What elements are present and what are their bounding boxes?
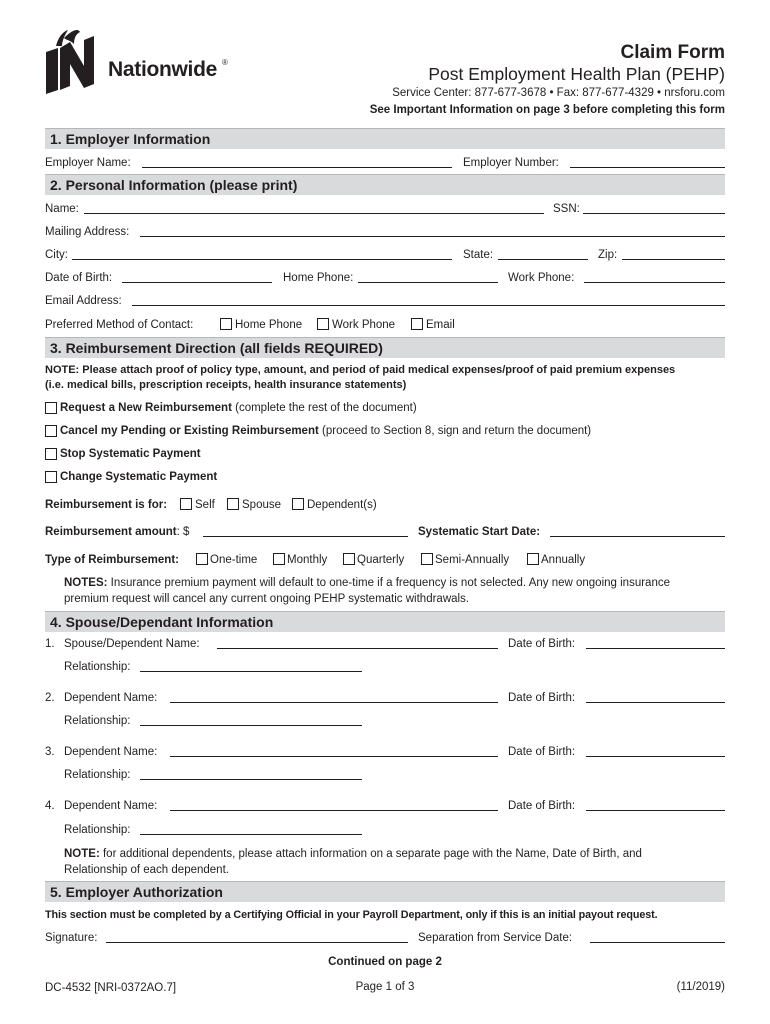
ssn-field[interactable]: [583, 213, 725, 214]
one-time-checkbox[interactable]: [196, 553, 208, 565]
reimbursement-for-label: Reimbursement is for:: [45, 499, 168, 511]
self-checkbox[interactable]: [180, 498, 192, 510]
self-option: Self: [195, 499, 215, 511]
employer-number-label: Employer Number:: [463, 157, 559, 169]
cancel-reimbursement-checkbox[interactable]: [45, 425, 57, 437]
employer-number-field[interactable]: [570, 167, 725, 168]
dependent-dob-field[interactable]: [586, 810, 725, 811]
dependent-name-label: Dependent Name:: [64, 800, 158, 812]
form-title: Claim Form: [620, 42, 725, 63]
registered-mark: ®: [222, 58, 228, 67]
signature-label: Signature:: [45, 932, 98, 944]
systematic-start-label: Systematic Start Date:: [418, 526, 541, 538]
home-phone-checkbox[interactable]: [220, 318, 232, 330]
work-phone-label: Work Phone:: [508, 272, 575, 284]
dependent-dob-label: Date of Birth:: [508, 638, 576, 650]
employer-name-label: Employer Name:: [45, 157, 131, 169]
dependent-name-field[interactable]: [170, 810, 498, 811]
dob-label: Date of Birth:: [45, 272, 113, 284]
cancel-reimbursement-label: Cancel my Pending or Existing Reimbursement (proceed to Section 8, sign and return the document): [60, 425, 592, 437]
email-checkbox[interactable]: [411, 318, 423, 330]
request-new-label: Request a New Reimbursement (complete the rest of the document): [60, 402, 417, 414]
email-option: Email: [426, 319, 455, 331]
relationship-label: Relationship:: [64, 715, 131, 727]
reimbursement-type-label: Type of Reimbursement:: [45, 554, 179, 566]
state-field[interactable]: [498, 259, 588, 260]
mailing-address-field[interactable]: [140, 236, 725, 237]
page-number: Page 1 of 3: [355, 981, 415, 993]
authorization-instruction: This section must be completed by a Certifying Official in your Payroll Department, only if this is an initial payout request.: [45, 909, 658, 921]
entry-number: 3.: [45, 746, 55, 758]
continued-note: Continued on page 2: [328, 956, 442, 968]
stop-systematic-checkbox[interactable]: [45, 448, 57, 460]
dependent-name-label: Dependent Name:: [64, 746, 158, 758]
reimbursement-amount-label: Reimbursement amount: $: [45, 526, 190, 538]
home-phone-label: Home Phone:: [283, 272, 354, 284]
separation-date-field[interactable]: [590, 942, 725, 943]
name-label: Name:: [45, 203, 79, 215]
section-title: 5. Employer Authorization: [50, 884, 223, 900]
mailing-address-label: Mailing Address:: [45, 226, 130, 238]
contact-method-label: Preferred Method of Contact:: [45, 319, 194, 331]
dependent-name-field[interactable]: [170, 702, 498, 703]
employer-name-field[interactable]: [142, 167, 452, 168]
dependent-dob-field[interactable]: [586, 648, 725, 649]
semi-annually-option: Semi-Annually: [435, 554, 510, 566]
dependent-dob-field[interactable]: [586, 702, 725, 703]
relationship-label: Relationship:: [64, 769, 131, 781]
section-5-header: [45, 881, 725, 902]
relationship-label: Relationship:: [64, 824, 131, 836]
dependent-name-field[interactable]: [217, 648, 498, 649]
section-1-header: [45, 128, 725, 149]
zip-label: Zip:: [598, 249, 618, 261]
dependents-note-line1: NOTE: for additional dependents, please attach information on a separate page with the Name, Date of Birth, and: [64, 848, 642, 860]
quarterly-checkbox[interactable]: [343, 553, 355, 565]
spouse-checkbox[interactable]: [227, 498, 239, 510]
entry-number: 1.: [45, 638, 55, 650]
service-line: Service Center: 877-677-3678 • Fax: 877-677-4329 • nrsforu.com: [392, 87, 725, 99]
separation-date-label: Separation from Service Date:: [418, 932, 573, 944]
ssn-label: SSN:: [553, 203, 580, 215]
semi-annually-checkbox[interactable]: [421, 553, 433, 565]
dependent-dob-label: Date of Birth:: [508, 692, 576, 704]
important-note: See Important Information on page 3 before completing this form: [369, 104, 725, 116]
relationship-field[interactable]: [140, 671, 362, 672]
systematic-start-field[interactable]: [550, 536, 725, 537]
email-field[interactable]: [132, 305, 725, 306]
dependent-name-label: Spouse/Dependent Name:: [64, 638, 200, 650]
spouse-option: Spouse: [242, 499, 282, 511]
relationship-label: Relationship:: [64, 661, 131, 673]
relationship-field[interactable]: [140, 834, 362, 835]
work-phone-checkbox[interactable]: [317, 318, 329, 330]
monthly-checkbox[interactable]: [273, 553, 285, 565]
dependents-note-line2: Relationship of each dependent.: [64, 864, 229, 876]
work-phone-option: Work Phone: [332, 319, 396, 331]
reimbursement-amount-field[interactable]: [203, 536, 408, 537]
notes-line1: NOTES: Insurance premium payment will default to one-time if a frequency is not selected. Any new ongoing insurance: [64, 577, 670, 589]
home-phone-option: Home Phone: [235, 319, 303, 331]
dependents-checkbox[interactable]: [292, 498, 304, 510]
annually-option: Annually: [541, 554, 586, 566]
request-new-checkbox[interactable]: [45, 402, 57, 414]
brand-name: Nationwide: [108, 58, 218, 81]
dependent-name-label: Dependent Name:: [64, 692, 158, 704]
form-subtitle: Post Employment Health Plan (PEHP): [428, 64, 725, 84]
zip-field[interactable]: [622, 259, 725, 260]
state-label: State:: [463, 249, 494, 261]
eagle-icon: [44, 28, 106, 98]
stop-systematic-label: Stop Systematic Payment: [60, 448, 201, 460]
relationship-field[interactable]: [140, 779, 362, 780]
dob-field[interactable]: [122, 282, 272, 283]
relationship-field[interactable]: [140, 725, 362, 726]
section-title: 3. Reimbursement Direction (all fields REQUIRED): [50, 340, 383, 356]
city-label: City:: [45, 249, 68, 261]
section-title: 2. Personal Information (please print): [50, 177, 298, 193]
nationwide-logo: [44, 28, 244, 98]
section-4-header: [45, 611, 725, 632]
section-title: 1. Employer Information: [50, 131, 211, 147]
notes-line2: premium request will cancel any current ongoing PEHP systematic withdrawals.: [64, 593, 470, 605]
dependent-dob-label: Date of Birth:: [508, 746, 576, 758]
one-time-option: One-time: [210, 554, 258, 566]
name-field[interactable]: [84, 213, 544, 214]
quarterly-option: Quarterly: [357, 554, 405, 566]
home-phone-field[interactable]: [358, 282, 498, 283]
dependent-name-field[interactable]: [170, 756, 498, 757]
entry-number: 2.: [45, 692, 55, 704]
form-id: DC-4532 [NRI-0372AO.7]: [45, 982, 177, 994]
section-2-header: [45, 174, 725, 195]
section-3-header: [45, 337, 725, 358]
attach-note-line2: (i.e. medical bills, prescription receipts, health insurance statements): [45, 379, 407, 391]
dependents-option: Dependent(s): [307, 499, 377, 511]
monthly-option: Monthly: [287, 554, 328, 566]
revision-date: (11/2019): [676, 981, 725, 993]
email-label: Email Address:: [45, 295, 122, 307]
work-phone-field[interactable]: [584, 282, 725, 283]
attach-note-line1: NOTE: Please attach proof of policy type, amount, and period of paid medical expenses/proof of paid premium expenses: [45, 364, 676, 376]
dependent-dob-label: Date of Birth:: [508, 800, 576, 812]
section-title: 4. Spouse/Dependant Information: [50, 614, 274, 630]
change-systematic-label: Change Systematic Payment: [60, 471, 218, 483]
dependent-dob-field[interactable]: [586, 756, 725, 757]
city-field[interactable]: [72, 259, 452, 260]
entry-number: 4.: [45, 800, 55, 812]
annually-checkbox[interactable]: [527, 553, 539, 565]
change-systematic-checkbox[interactable]: [45, 471, 57, 483]
signature-field[interactable]: [106, 942, 408, 943]
